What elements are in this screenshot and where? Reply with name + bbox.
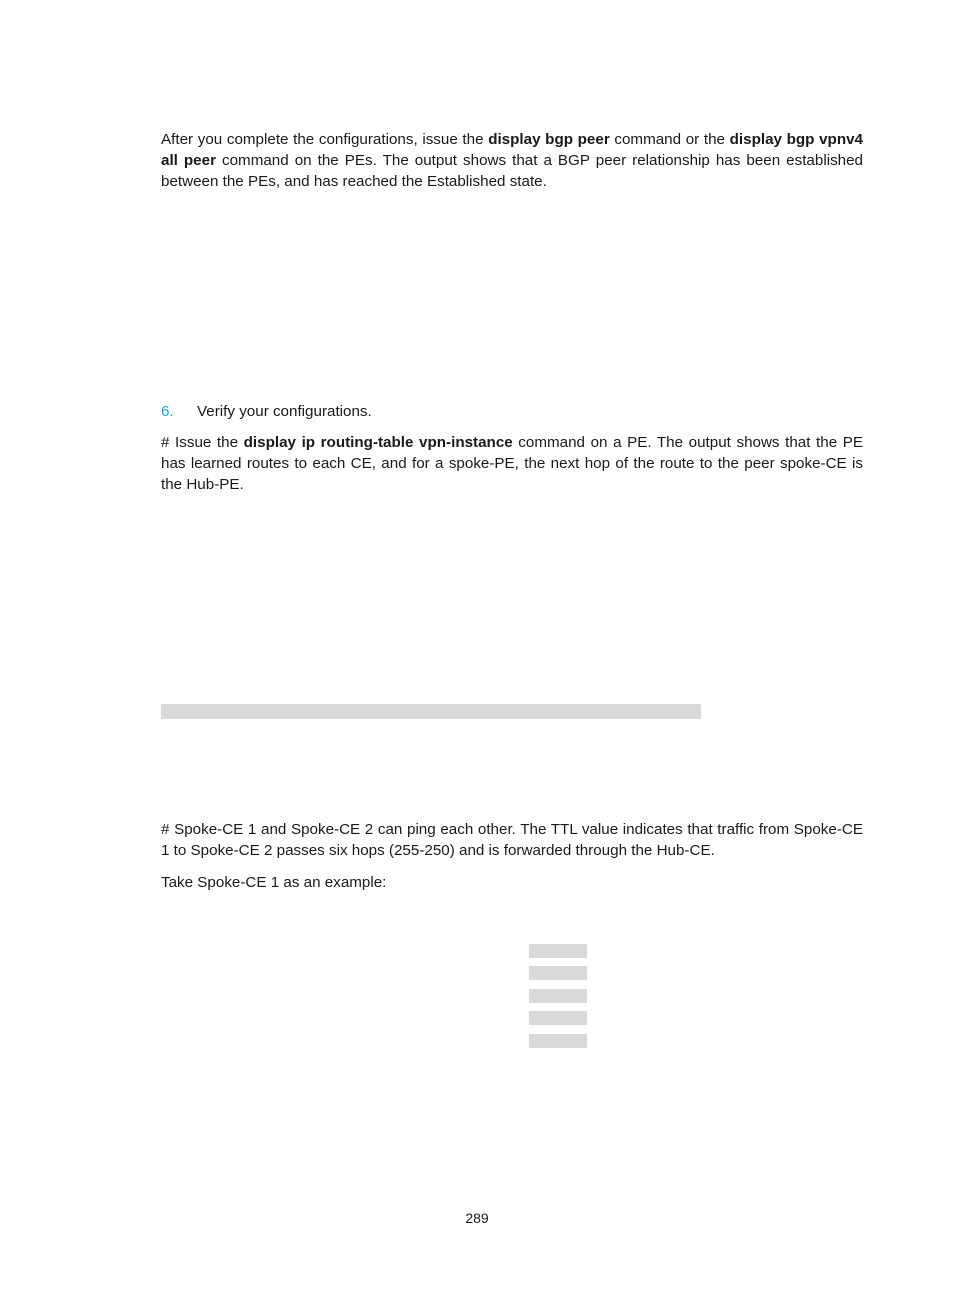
text-run: command or the bbox=[609, 131, 730, 148]
command-display-bgp-vpnv4-all-peer: display bgp vpnv4 all peer bbox=[161, 131, 863, 169]
step-number: 6. bbox=[161, 403, 174, 420]
step-6 bbox=[161, 401, 372, 422]
highlight-bar bbox=[161, 704, 701, 719]
text-run: command on a PE. The output shows that the PE has learned routes to each CE, and for a spoke-PE, the next hop of the route to the peer spoke-CE is the Hub-PE. bbox=[161, 434, 863, 493]
highlight-bar bbox=[529, 966, 587, 980]
paragraph-ping: # Spoke-CE 1 and Spoke-CE 2 can ping each other. The TTL value indicates that traffic from Spoke-CE 1 to Spoke-CE 2 passes six hops (255-250) and is forwarded through the Hub-CE. bbox=[161, 821, 863, 859]
paragraph-routing-table bbox=[161, 432, 863, 495]
paragraph-bgp-peer bbox=[161, 129, 863, 192]
text-run: After you complete the configurations, issue the bbox=[161, 131, 489, 148]
step-text: Verify your configurations. bbox=[197, 403, 372, 420]
page-number: 289 bbox=[465, 1210, 489, 1226]
text-run: # Issue the bbox=[161, 434, 244, 451]
paragraph-example: Take Spoke-CE 1 as an example: bbox=[161, 874, 387, 891]
command-display-ip-routing-table: display ip routing-table vpn-instance bbox=[243, 434, 513, 451]
highlight-bar bbox=[529, 1034, 587, 1048]
highlight-bar bbox=[529, 989, 587, 1003]
highlight-bar bbox=[529, 944, 587, 958]
text-run: command on the PEs. The output shows that a BGP peer relationship has been established between the PEs, and has reached the Established state. bbox=[161, 152, 864, 190]
highlight-bar bbox=[529, 1011, 587, 1025]
command-display-bgp-peer: display bgp peer bbox=[488, 131, 610, 148]
